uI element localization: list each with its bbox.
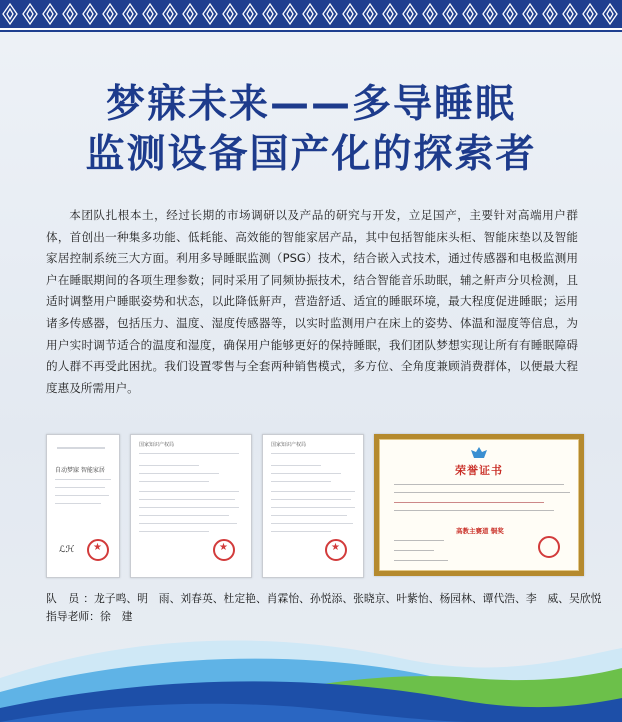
certificate-title: 荣誉证书 [455, 464, 503, 477]
document-image-2 [130, 434, 252, 578]
document-2-header: 国家知识产权局 [139, 442, 175, 448]
team-members-row [46, 590, 601, 608]
honor-certificate [374, 434, 584, 576]
document-image-1 [46, 434, 120, 578]
document-1-signature: ℒℋ [59, 545, 75, 555]
description-text [46, 205, 578, 399]
decorative-top-border [0, 0, 622, 32]
document-image-3 [262, 434, 364, 578]
members-label: 队 员： [46, 592, 94, 605]
poster-title [0, 80, 622, 180]
document-3-header: 国家知识产权局 [271, 442, 307, 448]
document-1-caption: 自动梦寐 智能家居 [55, 467, 105, 474]
description-paragraph: 本团队扎根本土，经过长期的市场调研以及产品的研究与开发，立足国产，主要针对高端用户群体，首创出一种集多功能、低耗能、高效能的智能家居产品，其中包括智能床头柜、智能床垫以及智能家居控制系统三大方面。利用多导睡眠监测（PSG）技术，结合嵌入式技术，通过传感器和电极监测用户在睡眠期间的各项生理参数；同时采用了同频协振技术，结合智能音乐助眠，辅之鼾声分贝检测，且适时调整用户睡眠姿势和状态，以此降低鼾声，营造舒适、适宜的睡眠环境，最大程度促进睡眠；运用诸多传感器，包括压力、温度、湿度传感器等，以实时监测用户在床上的姿势、体温和湿度等信息，为用户实时调节适合的温度和湿度，确保用户能够更好的保持睡眠，我们团队梦想实现让所有有睡眠障碍的人群不再受此困扰。我们设置零售与全套两种销售模式，多方位、全角度兼顾消费群体，以便最大程度惠及所需用户。 [46, 208, 578, 395]
advisor-name: 徐 建 [99, 610, 133, 623]
members-list: 龙子鸣、明 雨、刘春英、杜定艳、肖霖怡、孙悦添、张晓京、叶紫怡、杨园林、谭代浩、李 威、吴欣悦 [94, 592, 602, 605]
document-1-seal [87, 539, 109, 561]
document-3-seal [325, 539, 347, 561]
advisor-label: 指导老师： [46, 610, 100, 623]
title-line-1: 梦寐未来——多导睡眠 [105, 82, 516, 127]
crest-icon [470, 446, 488, 460]
certificate-seal [538, 536, 560, 558]
title-line-2: 监测设备国产化的探索者 [85, 132, 537, 177]
decorative-bottom-waves [0, 618, 622, 722]
certificate-award: 高教主赛道 铜奖 [456, 527, 504, 535]
document-2-seal [213, 539, 235, 561]
